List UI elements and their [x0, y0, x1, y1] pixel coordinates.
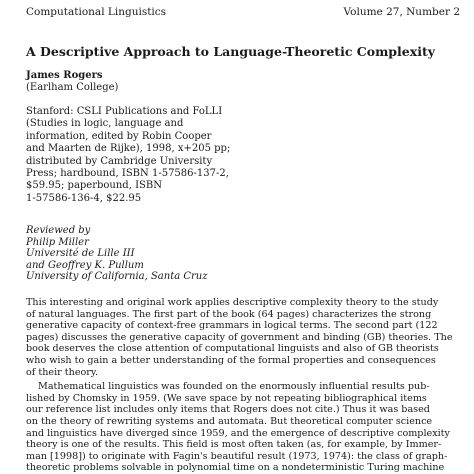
review-body	[26, 297, 462, 474]
publication-line: 1-57586-136-4, $22.95	[26, 192, 142, 204]
publication-line: information, edited by Robin Cooper	[26, 130, 212, 142]
paragraph-1	[26, 297, 462, 378]
text-line: and linguistics have diverged since 1959, and the emergence of descriptive complexity	[26, 427, 450, 439]
text-line: our reference list includes only items that Rogers does not cite.) Thus it was based	[26, 404, 430, 416]
volume-number: Volume 27, Number 2	[343, 6, 460, 18]
author-name: James Rogers	[26, 70, 103, 81]
author-affiliation: (Earlham College)	[26, 82, 119, 93]
reviewer-name: Philip Miller	[26, 236, 89, 248]
text-line: Mathematical linguistics was founded on the enormously influential results pub-	[38, 381, 430, 393]
publication-details	[26, 106, 266, 205]
reviewer-name: and Geoffrey K. Pullum	[26, 259, 144, 271]
text-line: theory is one of the results. This field is most often taken (as, for example, by Immer-	[26, 439, 442, 451]
running-header	[26, 6, 460, 19]
text-line: on the theory of rewriting systems and automata. But theoretical computer science	[26, 415, 433, 427]
reviewed-by-label: Reviewed by	[26, 225, 91, 236]
journal-name: Computational Linguistics	[26, 6, 167, 18]
reviewer-block	[26, 225, 286, 283]
text-line: man [1998]) to originate with Fagin's beautiful result (1973, 1974): the class of graph-	[26, 450, 448, 462]
publication-line: Stanford: CSLI Publications and FoLLI	[26, 106, 223, 117]
publication-line: distributed by Cambridge University	[26, 155, 213, 167]
publication-line: and Maarten de Rijke), 1998, x+205 pp;	[26, 143, 231, 155]
review-title: A Descriptive Approach to Language-Theoretic Complexity	[26, 44, 435, 59]
text-line: theoretic problems solvable in polynomial time on a nondeterministic Turing machine	[26, 462, 445, 474]
publication-line: $59.95; paperbound, ISBN	[26, 180, 162, 192]
text-line: book deserves the close attention of computational linguists and also of GB theorists	[26, 343, 439, 355]
text-line: who wish to gain a better understanding of the formal properties and consequences	[26, 354, 436, 366]
text-line: generative capacity of context-free grammars in logical terms. The second part (122	[26, 320, 438, 332]
publication-line: (Studies in logic, language and	[26, 118, 184, 130]
text-line: of their theory.	[26, 366, 99, 378]
text-line: lished by Chomsky in 1959. (We save space by not repeating bibliographical items	[26, 392, 427, 404]
reviewer-affiliation: Université de Lille III	[26, 248, 135, 260]
author-block	[26, 70, 118, 94]
text-line: of natural languages. The first part of the book (64 pages) characterizes the strong	[26, 308, 432, 320]
text-line: pages) discusses the generative capacity of government and binding (GB) theories. The	[26, 331, 453, 343]
publication-line: Press; hardbound, ISBN 1-57586-137-2,	[26, 168, 229, 180]
paragraph-2	[26, 381, 462, 474]
text-line: This interesting and original work applies descriptive complexity theory to the study	[26, 297, 439, 308]
reviewer-affiliation: University of California, Santa Cruz	[26, 271, 208, 283]
